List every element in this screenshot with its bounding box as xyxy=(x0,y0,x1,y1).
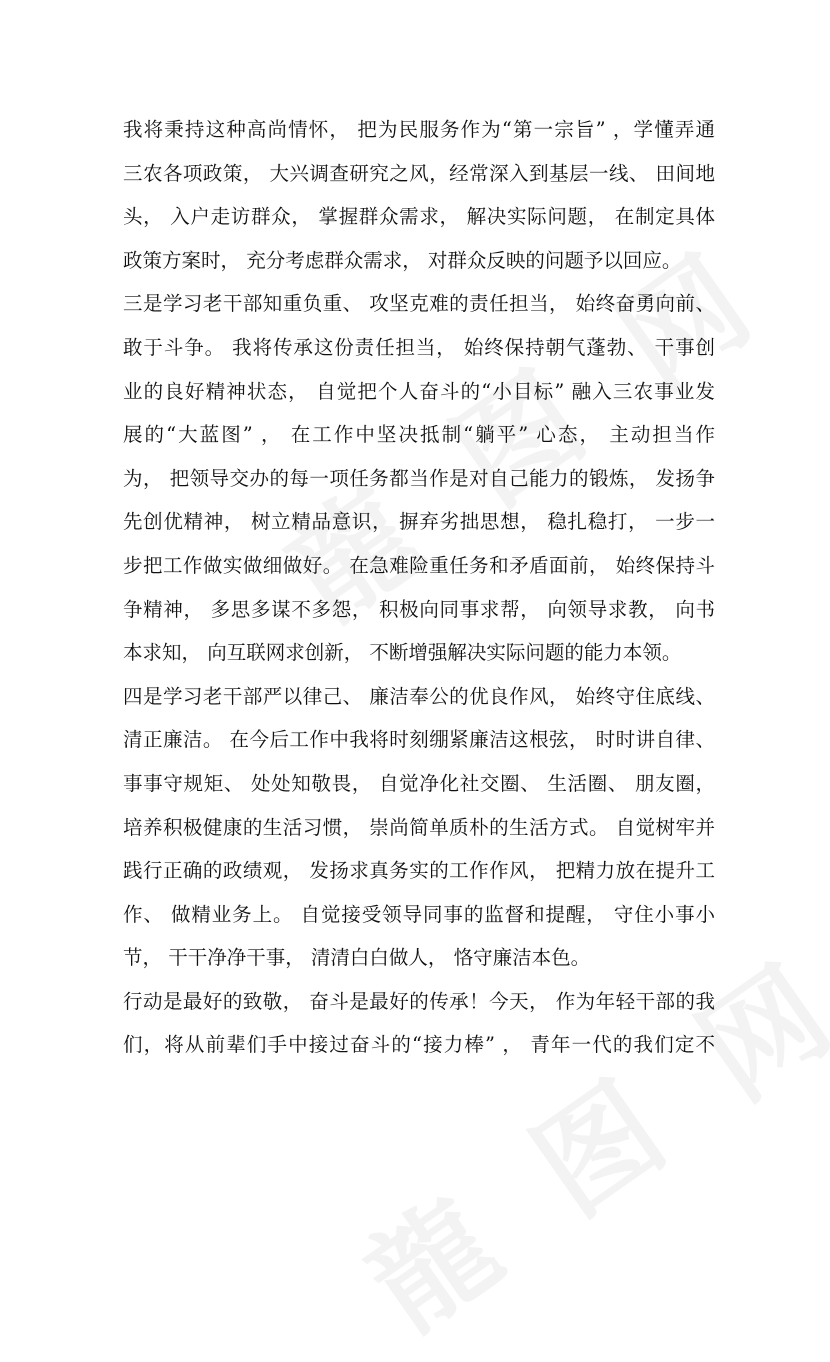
text-line: 行动是最好的致敬， 奋斗是最好的传承！今天， 作为年轻干部的我 xyxy=(123,989,715,1013)
text-line: 清正廉洁。 在今后工作中我将时刻绷紧廉洁这根弦， 时时讲自律、 xyxy=(123,728,715,752)
text-line: 培养积极健康的生活习惯， 崇尚简单质朴的生活方式。 自觉树牢并 xyxy=(123,815,715,839)
text-line: 们，将从前辈们手中接过奋斗的“接力棒” ， 青年一代的我们定不 xyxy=(123,1033,715,1057)
text-line: 先创优精神， 树立精品意识， 摒弃劣拙思想， 稳扎稳打， 一步一 xyxy=(123,510,715,534)
text-line: 争精神， 多思多谋不多怨， 积极向同事求帮， 向领导求教， 向书 xyxy=(123,597,715,621)
text-line: 作、 做精业务上。 自觉接受领导同事的监督和提醒， 守住小事小 xyxy=(123,902,715,926)
text-line: 节， 干干净净干事， 清清白白做人， 恪守廉洁本色。 xyxy=(123,946,591,970)
text-line: 步把工作做实做细做好。 在急难险重任务和矛盾面前， 始终保持斗 xyxy=(123,553,715,577)
text-line: 践行正确的政绩观， 发扬求真务实的工作作风， 把精力放在提升工 xyxy=(123,859,715,883)
text-line: 事事守规矩、 处处知敬畏， 自觉净化社交圈、 生活圈、 朋友圈， xyxy=(123,771,715,795)
text-line: 为， 把领导交办的每一项任务都当作是对自己能力的锻炼， 发扬争 xyxy=(123,466,715,490)
text-line: 本求知， 向互联网求创新， 不断增强解决实际问题的能力本领。 xyxy=(123,641,682,665)
text-line: 敢于斗争。 我将传承这份责任担当， 始终保持朝气蓬勃、 干事创 xyxy=(123,335,715,359)
text-line: 头， 入户走访群众， 掌握群众需求， 解决实际问题， 在制定具体 xyxy=(123,205,715,229)
text-line: 政策方案时， 充分考虑群众需求， 对群众反映的问题予以回应。 xyxy=(123,248,682,272)
body-text xyxy=(123,108,715,1067)
text-line: 展的“大蓝图” ， 在工作中坚决抵制“躺平” 心态， 主动担当作 xyxy=(123,423,715,447)
text-line: 业的良好精神状态， 自觉把个人奋斗的“小目标” 融入三农事业发 xyxy=(123,379,715,403)
text-line: 四是学习老干部严以律己、 廉洁奉公的优良作风， 始终守住底线、 xyxy=(123,684,715,708)
text-line: 三是学习老干部知重负重、 攻坚克难的责任担当， 始终奋勇向前、 xyxy=(123,292,715,316)
text-line: 三农各项政策， 大兴调查研究之风，经常深入到基层一线、 田间地 xyxy=(123,161,715,185)
text-line: 我将秉持这种高尚情怀， 把为民服务作为“第一宗旨” ，学懂弄通 xyxy=(123,118,715,141)
